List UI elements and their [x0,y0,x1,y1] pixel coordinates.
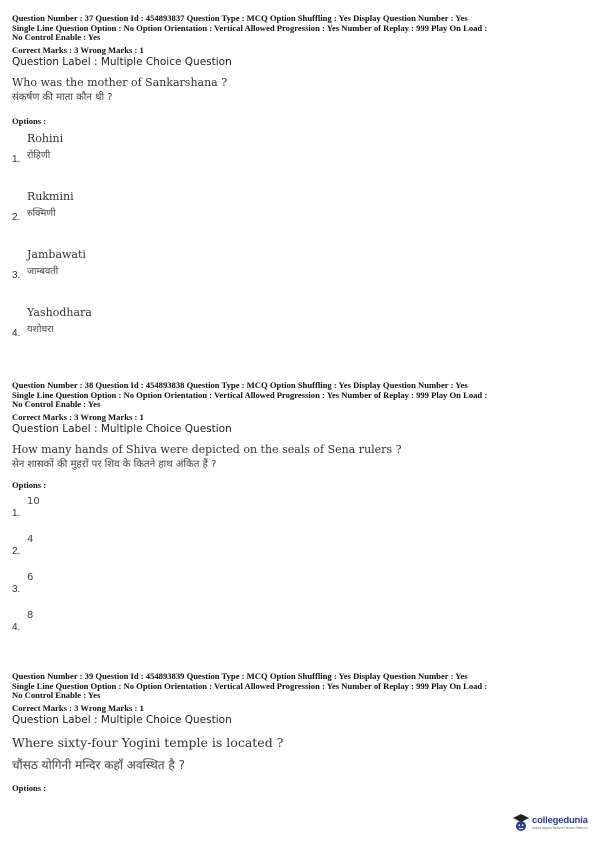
option-4[interactable] [12,306,584,364]
option-4[interactable] [12,608,584,646]
question-meta [12,672,584,701]
option-number: 2. [12,211,21,223]
meta-line: Question Number : 37 Question Id : 454893837 Question Type : MCQ Option Shuffling : Yes Display Question Number : Yes [12,13,468,23]
question-block-37 [12,14,584,364]
option-number: 1. [12,153,21,165]
option-value: 8 [27,609,34,621]
option-text-hi: रुक्मिणी [27,207,56,219]
option-2[interactable] [12,532,584,570]
options-label: Options : [12,115,47,126]
question-meta [12,14,584,43]
option-value: 6 [27,571,34,583]
meta-line: Single Line Question Option : No Option Orientation : Vertical Allowed Progression : Yes Number of Replay : 999 Play On Load : [12,22,488,33]
question-text-en: How many hands of Shiva were depicted on the seals of Sena rulers ? [12,442,402,456]
option-text-en: Rukmini [27,189,74,203]
option-1[interactable] [12,132,584,190]
question-label: Question Label : Multiple Choice Question [12,422,232,435]
option-text-hi: यशोधरा [27,323,54,335]
options-list [12,132,584,364]
question-text-hi: सेन शासकों की मुहरों पर शिव के कितने हाथ अंकित हैं ? [12,458,217,470]
option-text-hi: रोहिणी [27,149,51,161]
question-label: Question Label : Multiple Choice Question [12,55,232,68]
meta-line: Question Number : 39 Question Id : 454893839 Question Type : MCQ Option Shuffling : Yes Display Question Number : Yes [12,671,468,681]
question-marks: Correct Marks : 3 Wrong Marks : 1 [12,44,144,55]
graduate-cap-icon [512,813,530,833]
question-text-hi: संकर्षण की माता कौन थी ? [12,91,113,103]
option-text-en: Yashodhara [27,305,92,319]
options-label: Options : [12,479,47,490]
meta-line: Single Line Question Option : No Option Orientation : Vertical Allowed Progression : Yes Number of Replay : 999 Play On Load : [12,389,488,400]
question-text-en: Who was the mother of Sankarshana ? [12,75,228,89]
option-number: 2. [12,545,21,557]
option-text-en: Rohini [27,131,64,145]
logo-name: collegedunia [532,815,588,826]
meta-line: Question Number : 38 Question Id : 454893838 Question Type : MCQ Option Shuffling : Yes Display Question Number : Yes [12,380,468,390]
option-3[interactable] [12,570,584,608]
meta-line: No Control Enable : Yes [12,399,101,410]
meta-line: Single Line Question Option : No Option Orientation : Vertical Allowed Progression : Yes Number of Replay : 999 Play On Load : [12,680,488,691]
option-value: 4 [27,533,34,545]
meta-line: No Control Enable : Yes [12,690,101,701]
option-number: 3. [12,583,21,595]
logo-tagline: India's largest Student Review Platform [532,826,588,830]
option-number: 1. [12,507,21,519]
question-marks: Correct Marks : 3 Wrong Marks : 1 [12,702,144,713]
question-meta [12,381,584,410]
option-text-hi: जाम्बवती [27,265,59,277]
options-label: Options : [12,782,47,793]
option-number: 3. [12,269,21,281]
question-label: Question Label : Multiple Choice Question [12,713,232,726]
options-list [12,494,584,646]
meta-line: No Control Enable : Yes [12,32,101,43]
collegedunia-logo [512,812,590,834]
option-number: 4. [12,327,21,339]
option-value: 10 [27,495,40,507]
question-marks: Correct Marks : 3 Wrong Marks : 1 [12,411,144,422]
option-2[interactable] [12,190,584,248]
option-text-en: Jambawati [27,247,86,261]
question-text-en: Where sixty-four Yogini temple is located ? [12,734,284,750]
option-number: 4. [12,621,21,633]
option-3[interactable] [12,248,584,306]
question-block-39 [12,672,584,793]
option-1[interactable] [12,494,584,532]
question-block-38 [12,381,584,646]
question-text-hi: चौंसठ योगिनी मन्दिर कहाँ अवस्थित है ? [12,757,185,772]
